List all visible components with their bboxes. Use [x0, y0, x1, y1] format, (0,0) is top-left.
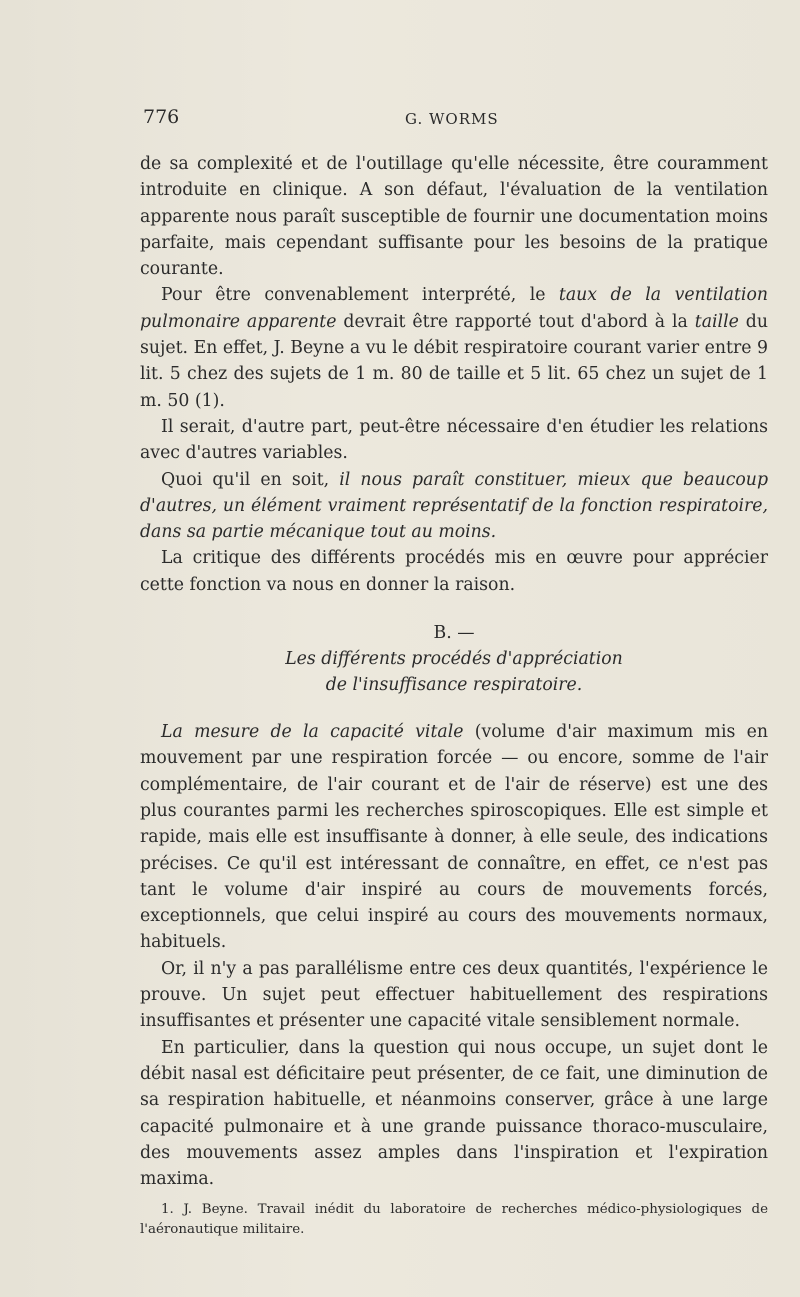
paragraph-text: (volume d'air maximum mis en mouvement par une respiration forcée — ou encore, somme de l'air complémentaire, de l'air courant et de l'air de réserve) est une des plus courantes parmi les recherches spiroscopiques. Elle est simple et rapide, mais elle est insuffisante à donner, à elle seule, des indications précises. Ce qu'il est intéressant de connaître, en effet, ce n'est pas tant le volume d'air inspiré au cours de mouvements forcés, exceptionnels, que celui inspiré au cours des mouvements normaux, habituels. [140, 722, 769, 953]
paragraph-text: Quoi qu'il en soit, [161, 469, 340, 490]
section-heading [140, 620, 768, 698]
paragraph [140, 719, 768, 956]
paragraph [140, 282, 768, 413]
paragraph [140, 956, 768, 1035]
paragraph-text: Pour être convenablement interprété, le [161, 285, 559, 306]
paragraph-text: Il serait, d'autre part, peut-être nécessaire d'en étudier les relations avec d'autres variables. [140, 416, 768, 464]
paragraph-text: de sa complexité et de l'outillage qu'elle nécessite, être couramment introduite en clinique. A son défaut, l'évaluation de la ventilation apparente nous paraît susceptible de fournir une documentation moins parfaite, mais cependant suffisante pour les besoins de la pratique courante. [140, 154, 768, 280]
section-letter: B. — [433, 623, 475, 644]
paragraph [140, 467, 768, 546]
section-title-continued: de l'insuffisance respiratoire. [325, 675, 583, 696]
footnote-spacer [140, 1192, 768, 1200]
section-heading-line-2 [140, 672, 768, 698]
paragraph-text: La critique des différents procédés mis en œuvre pour apprécier cette fonction va nous en donner la raison. [140, 548, 768, 595]
italic-passage: il nous paraît constituer, mieux que beaucoup d'autres, un élément vraiment représentatif de la fonction respiratoire, dans sa partie mécanique tout au moins. [140, 469, 769, 543]
page-header [143, 106, 768, 136]
section-heading-line-1 [140, 620, 768, 672]
body-text [140, 151, 768, 1240]
footnotes [140, 1200, 768, 1240]
section-title: Les différents procédés d'appréciation [285, 649, 623, 670]
italic-term: La mesure de la capacité vitale [161, 722, 464, 743]
paragraph-text: du sujet. En effet, J. Beyne a vu le débit respiratoire courant varier entre 9 lit. 5 chez des sujets de 1 m. 80 de taille et 5 lit. 65 chez un sujet de 1 m. 50 (1). [140, 311, 768, 411]
italic-term: taux de la ventilation pulmonaire apparente [140, 285, 768, 332]
paragraph [140, 1035, 768, 1193]
paragraph-text: En particulier, dans la question qui nous occupe, un sujet dont le débit nasal est déficitaire peut présenter, de ce fait, une diminution de sa respiration habituelle, et néanmoins conserver, grâce à une large capacité pulmonaire et à une grande puissance thoraco-musculaire, des mouvements assez amples dans l'inspiration et l'expiration maxima. [140, 1037, 768, 1190]
paragraph [140, 414, 768, 467]
paragraph [140, 545, 768, 598]
italic-term: taille [694, 311, 739, 332]
page-number: 776 [143, 106, 180, 128]
footnote: 1. J. Beyne. Travail inédit du laboratoire de recherches médico-physiologiques de l'aéronautique militaire. [140, 1202, 768, 1238]
running-head: G. WORMS [405, 110, 499, 128]
paragraph-text: Or, il n'y a pas parallélisme entre ces deux quantités, l'expérience le prouve. Un sujet peut effectuer habituellement des respirations insuffisantes et présenter une capacité vitale sensiblement normale. [140, 958, 768, 1032]
paragraph [140, 151, 768, 282]
paragraph-text: devrait être rapporté tout d'abord à la [336, 311, 695, 332]
